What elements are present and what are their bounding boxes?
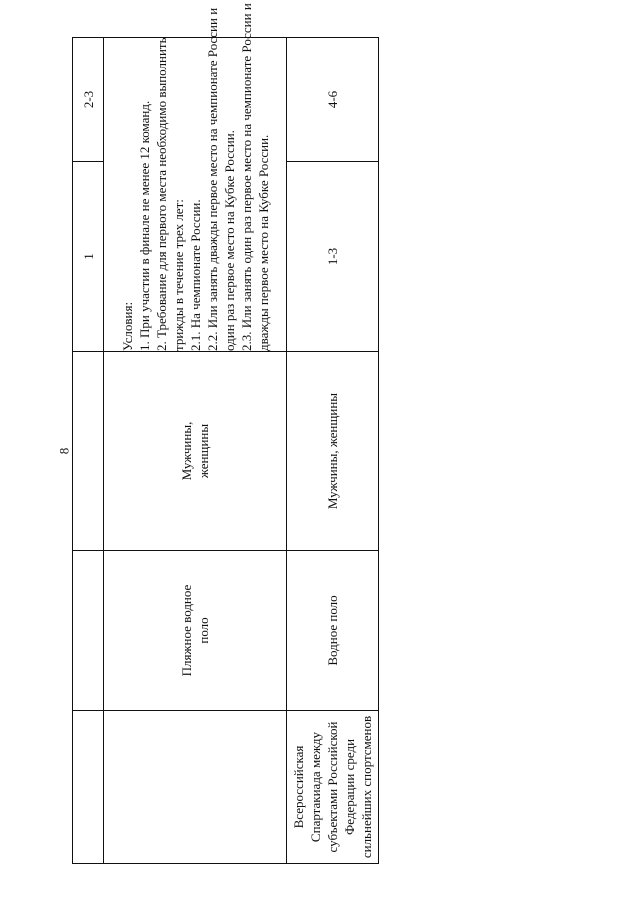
conditions-line: 2. Требование для первого места необходимо выполнить (153, 37, 169, 351)
conditions-line: Условия: (119, 301, 135, 351)
page-number: 8 (56, 447, 72, 455)
header-cell-col-2 (73, 551, 104, 711)
conditions-cell (104, 3, 287, 352)
conditions-line: 2.3. Или занять один раз первое место на чемпионате России и (238, 3, 254, 351)
rotated-table-container (72, 3, 375, 864)
discipline-cell: Водное поло (287, 551, 379, 711)
conditions-line: 2.1. На чемпионате России. (187, 199, 203, 351)
competition-name-cell (287, 711, 379, 864)
gender-cell: Мужчины, женщины (287, 352, 379, 551)
competition-name-text: Всероссийская Спартакиада между субъектами Российской Федерации среди сильнейших спортсменов (291, 715, 374, 859)
table-header-row (73, 38, 104, 864)
conditions-line: один раз первое место на Кубке России. (221, 130, 237, 351)
conditions-line: 1. При участии в финале не менее 12 команд. (136, 100, 152, 351)
table-row (104, 38, 287, 864)
competition-name-cell (104, 711, 287, 864)
discipline-cell (104, 551, 287, 711)
header-cell-col-3 (73, 352, 104, 551)
sports-requirements-table (72, 3, 379, 864)
gender-cell (104, 352, 287, 551)
table-row (287, 38, 379, 864)
conditions-line: дважды первое место на Кубке России. (255, 134, 271, 351)
conditions-line: трижды в течение трех лет: (170, 199, 186, 351)
second-third-place-cell: 4-6 (287, 38, 379, 162)
header-cell-col-1 (73, 711, 104, 864)
gender-text: Мужчины, женщины (179, 421, 211, 481)
discipline-text: Пляжное водное поло (179, 584, 211, 677)
document-table-wrapper (72, 3, 375, 864)
first-place-cell: 1-3 (287, 162, 379, 352)
conditions-line: 2.2. Или занять дважды первое место на чемпионате России и (204, 7, 220, 351)
header-cell-first-place: 1 (73, 162, 104, 352)
header-cell-second-third-place: 2-3 (73, 38, 104, 162)
